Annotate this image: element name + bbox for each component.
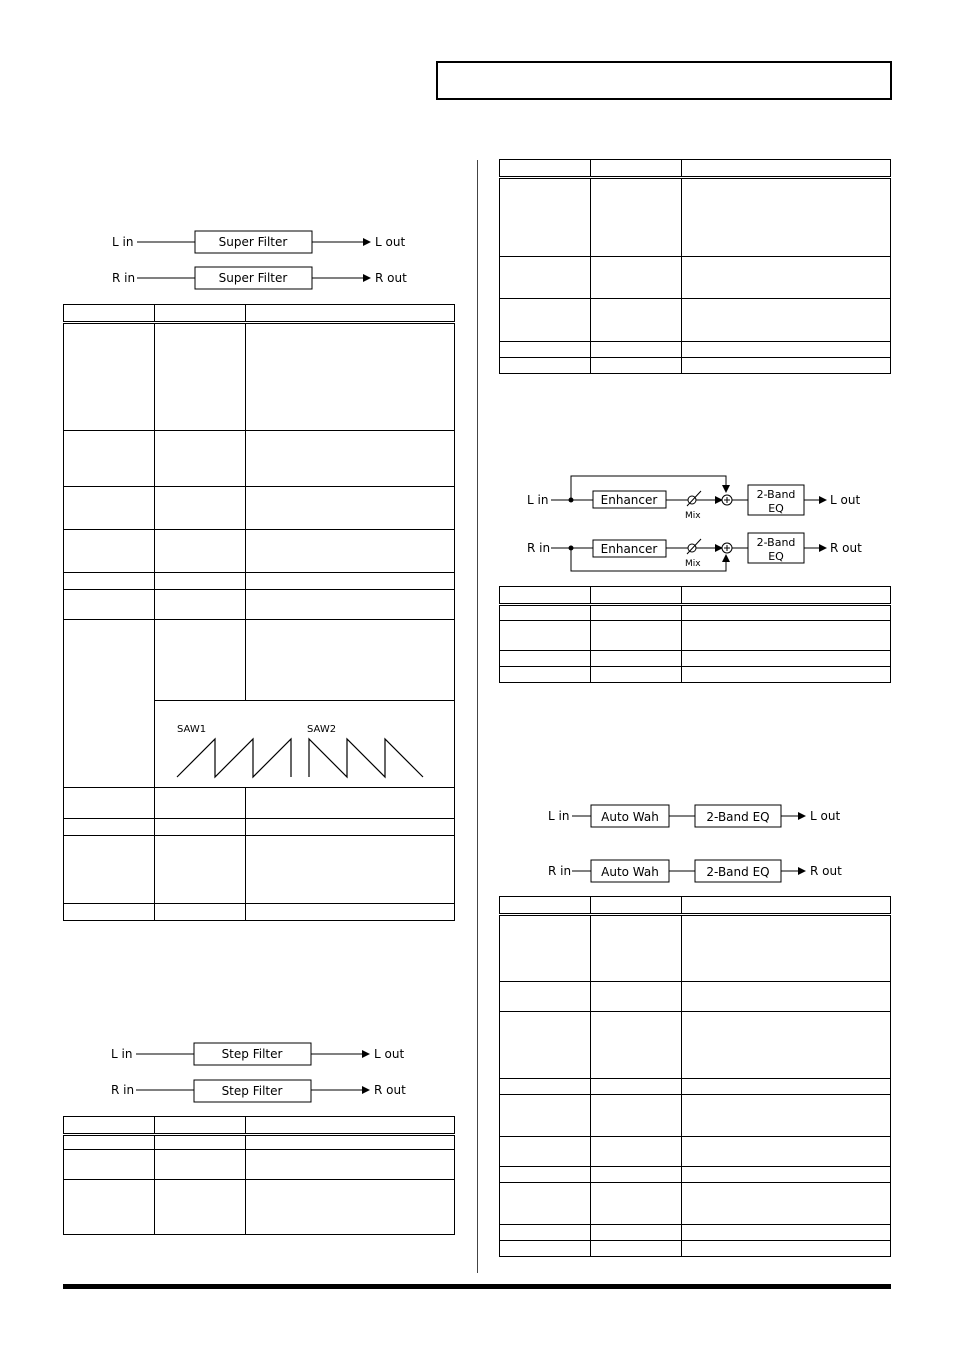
enhancer-block-l-label: Enhancer xyxy=(600,493,658,507)
auto-wah-l-out-label: L out xyxy=(810,809,841,823)
auto-wah-param-table xyxy=(499,896,891,1257)
eq-block-l-line1: 2-Band xyxy=(756,488,796,501)
right-top-param-table xyxy=(499,159,891,374)
eq-block-r-line1: 2-Band xyxy=(756,536,796,549)
page-header-box xyxy=(436,61,892,100)
saw2-wave xyxy=(309,739,423,777)
auto-wah-block-l-label: Auto Wah xyxy=(601,810,659,824)
super-filter-block-r-label: Super Filter xyxy=(218,271,288,285)
enhancer-param-table xyxy=(499,586,891,683)
step-filter-r-in-label: R in xyxy=(111,1083,135,1097)
step-filter-l-out-label: L out xyxy=(374,1047,405,1061)
super-filter-l-in-label: L in xyxy=(112,235,134,249)
enhancer-r-out-label: R out xyxy=(830,541,862,555)
enhancer-r-in-label: R in xyxy=(527,541,551,555)
step-filter-r-out-label: R out xyxy=(374,1083,406,1097)
auto-wah-diagram xyxy=(535,800,875,890)
auto-wah-r-out-label: R out xyxy=(810,864,842,878)
waveform-illustration xyxy=(155,701,455,787)
saw2-label: SAW2 xyxy=(307,724,337,735)
super-filter-r-in-label: R in xyxy=(112,271,136,285)
enhancer-diagram xyxy=(515,470,875,580)
super-filter-l-out-label: L out xyxy=(375,235,406,249)
footer-rule xyxy=(63,1284,891,1289)
super-filter-block-l-label: Super Filter xyxy=(218,235,288,249)
auto-wah-r-in-label: R in xyxy=(548,864,572,878)
enhancer-l-out-label: L out xyxy=(830,493,861,507)
auto-wah-block-r-label: Auto Wah xyxy=(601,865,659,879)
step-filter-param-table xyxy=(63,1116,455,1235)
super-filter-param-table xyxy=(63,304,455,921)
super-filter-diagram xyxy=(100,225,420,295)
column-divider xyxy=(477,160,478,1273)
auto-wah-eq-block-l-label: 2-Band EQ xyxy=(706,810,770,824)
enhancer-l-in-label: L in xyxy=(527,493,549,507)
super-filter-r-out-label: R out xyxy=(375,271,407,285)
step-filter-diagram xyxy=(100,1038,420,1108)
saw1-wave xyxy=(177,739,291,777)
step-filter-block-r-label: Step Filter xyxy=(221,1084,283,1098)
enhancer-mix-label-l: Mix xyxy=(685,511,701,521)
enhancer-block-r-label: Enhancer xyxy=(600,542,658,556)
saw1-label: SAW1 xyxy=(177,724,207,735)
step-filter-block-l-label: Step Filter xyxy=(221,1047,283,1061)
eq-block-l-line2: EQ xyxy=(768,502,784,515)
auto-wah-l-in-label: L in xyxy=(548,809,570,823)
step-filter-l-in-label: L in xyxy=(111,1047,133,1061)
auto-wah-eq-block-r-label: 2-Band EQ xyxy=(706,865,770,879)
enhancer-mix-label-r: Mix xyxy=(685,559,701,569)
eq-block-r-line2: EQ xyxy=(768,550,784,563)
